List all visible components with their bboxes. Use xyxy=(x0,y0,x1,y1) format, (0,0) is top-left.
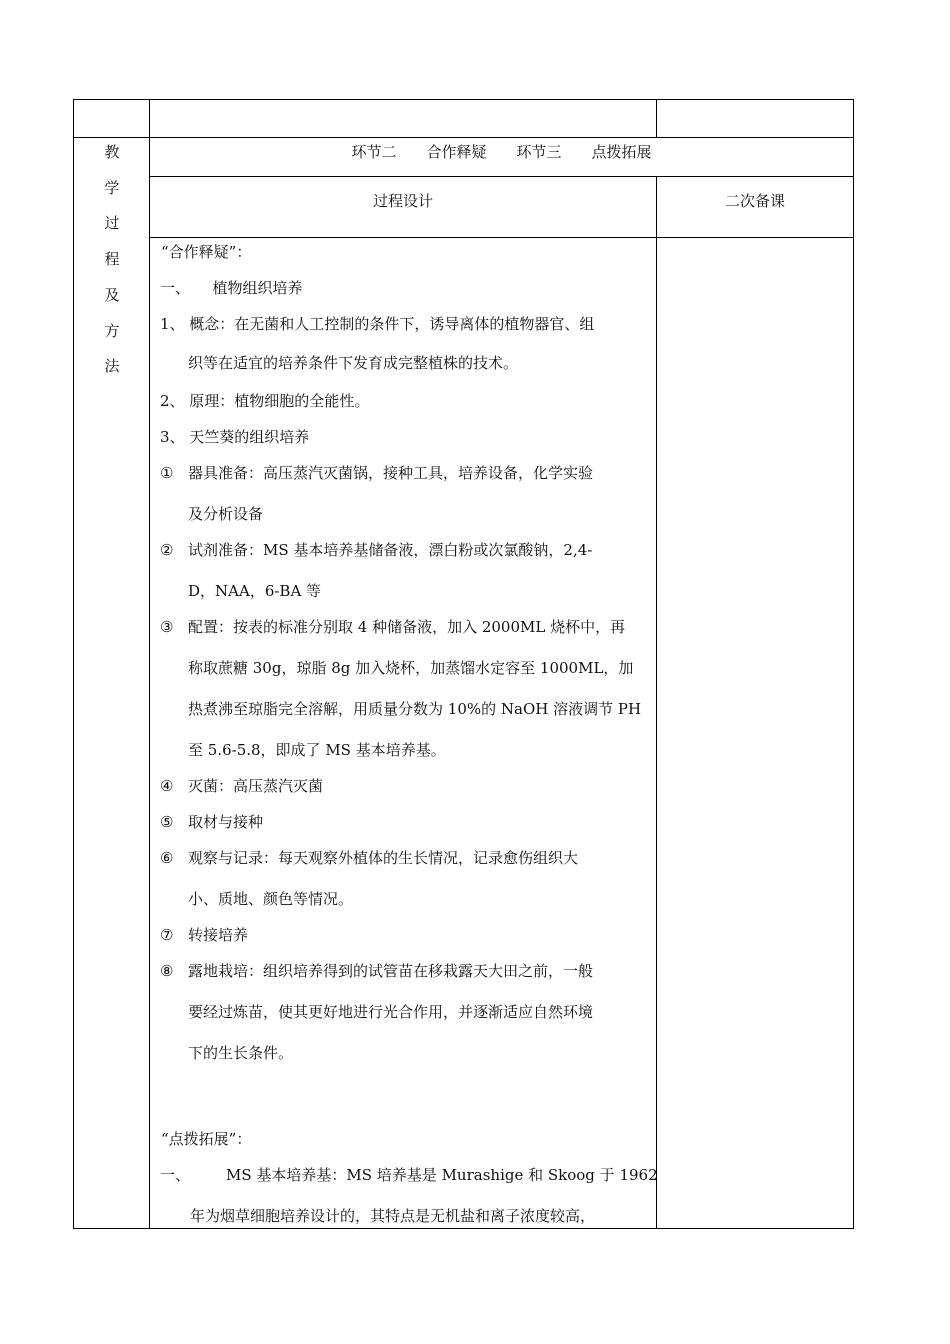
table-border-bottom xyxy=(73,1228,854,1229)
step-equipment-cont: 及分析设备 xyxy=(188,505,264,523)
step-field-planting-cont: 要经过炼苗，使其更好地进行光合作用，并逐渐适应自然环境 xyxy=(188,1003,594,1021)
step-number: ① xyxy=(160,464,174,482)
step-preparation-cont: 热煮沸至琼脂完全溶解，用质量分数为 10%的 NaOH 溶液调节 PH xyxy=(188,700,642,718)
step-number: ⑥ xyxy=(160,849,174,867)
step-reagents: 试剂准备：MS 基本培养基储备液，漂白粉或次氯酸钠，2,4- xyxy=(188,541,593,559)
step-observation: 观察与记录：每天观察外植体的生长情况，记录愈伤组织大 xyxy=(188,849,579,867)
step-reagents-cont: D，NAA，6-BA 等 xyxy=(188,582,322,600)
step-number: ③ xyxy=(160,618,174,636)
item-principle: 2、 原理：植物细胞的全能性。 xyxy=(160,392,370,410)
step-field-planting: 露地栽培：组织培养得到的试管苗在移栽露天大田之前，一般 xyxy=(188,962,594,980)
column-divider-2a xyxy=(656,99,657,138)
extension-ms-medium: MS 基本培养基：MS 培养基是 Murashige 和 Skoog 于 1962 xyxy=(226,1166,658,1184)
step-preparation-cont: 称取蔗糖 30g，琼脂 8g 加入烧杯，加蒸馏水定容至 1000ML，加 xyxy=(188,659,634,677)
step-equipment: 器具准备：高压蒸汽灭菌锅，接种工具，培养设备，化学实验 xyxy=(188,464,594,482)
item-concept-cont: 织等在适宜的培养条件下发育成完整植株的技术。 xyxy=(188,354,519,372)
table-border-right xyxy=(853,99,854,1229)
step-number: ⑤ xyxy=(160,813,174,831)
step-number: ④ xyxy=(160,777,174,795)
step-observation-cont: 小、质地、颜色等情况。 xyxy=(188,890,354,908)
step-preparation-cont: 至 5.6-5.8，即成了 MS 基本培养基。 xyxy=(188,741,446,759)
row-divider-2 xyxy=(149,176,854,177)
row-divider-3 xyxy=(149,237,854,238)
label-char: 方 xyxy=(104,322,120,340)
step-field-planting-cont: 下的生长条件。 xyxy=(188,1044,294,1062)
item-geranium-culture: 3、 天竺葵的组织培养 xyxy=(160,428,310,446)
column-divider-1 xyxy=(149,99,150,1229)
extension-number: 一、 xyxy=(160,1166,191,1184)
stage-title: 环节二 合作释疑 环节三 点拨拓展 xyxy=(351,143,652,161)
step-subculture: 转接培养 xyxy=(188,926,249,944)
step-sterilization: 灭菌：高压蒸汽灭菌 xyxy=(188,777,324,795)
row-divider-1 xyxy=(73,137,854,138)
label-char: 法 xyxy=(104,357,120,375)
table-border-left xyxy=(73,99,74,1229)
step-number: ⑧ xyxy=(160,962,174,980)
table-border-top xyxy=(73,99,854,100)
step-inoculation: 取材与接种 xyxy=(188,813,264,831)
step-preparation: 配置：按表的标准分别取 4 种储备液，加入 2000ML 烧杯中，再 xyxy=(188,618,626,636)
label-char: 及 xyxy=(104,286,120,304)
extension-ms-medium-cont: 年为烟草细胞培养设计的，其特点是无机盐和离子浓度较高， xyxy=(190,1207,596,1225)
step-number: ⑦ xyxy=(160,926,174,944)
section-title-extension: “点拨拓展”： xyxy=(161,1130,252,1148)
column-divider-2b xyxy=(656,176,657,1229)
label-char: 程 xyxy=(104,250,120,268)
step-number: ② xyxy=(160,541,174,559)
heading-plant-tissue-culture: 一、 植物组织培养 xyxy=(160,279,303,297)
label-char: 教 xyxy=(104,143,120,161)
label-char: 过 xyxy=(104,214,120,232)
column-header-process: 过程设计 xyxy=(372,192,433,210)
section-title-cooperative: “合作释疑”： xyxy=(161,243,252,261)
item-concept: 1、 概念：在无菌和人工控制的条件下，诱导离体的植物器官、组 xyxy=(160,315,595,333)
label-char: 学 xyxy=(104,179,120,197)
column-header-second-prep: 二次备课 xyxy=(724,192,785,210)
